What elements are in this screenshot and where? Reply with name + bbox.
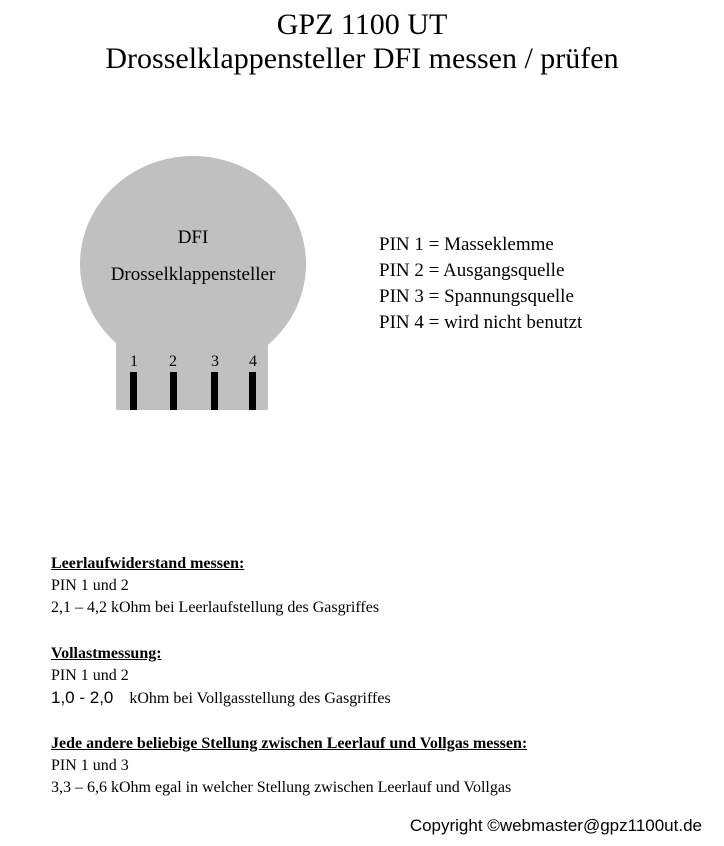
section-value-number: 1,0 - 2,0 xyxy=(51,688,114,707)
pin-3-terminal xyxy=(211,372,218,410)
section-heading: Vollastmessung: xyxy=(51,645,162,662)
pin-number-4: 4 xyxy=(249,353,257,370)
sensor-name: Drosselklappensteller xyxy=(110,264,276,285)
sensor-label: DFI xyxy=(177,227,209,248)
section-pins: PIN 1 und 3 xyxy=(51,757,129,774)
section-value: 3,3 – 6,6 kOhm egal in welcher Stellung zwischen Leerlauf und Vollgas xyxy=(51,779,512,796)
page-subtitle: Drosselklappensteller DFI messen / prüfen xyxy=(105,42,619,75)
section-value-text: kOhm bei Vollgasstellung des Gasgriffes xyxy=(129,690,391,707)
pin-legend-item: PIN 1 = Masseklemme xyxy=(379,234,554,255)
pin-number-1: 1 xyxy=(130,353,138,370)
copyright-notice: Copyright ©webmaster@gpz1100ut.de xyxy=(409,816,702,835)
pin-legend-item: PIN 3 = Spannungsquelle xyxy=(379,286,574,307)
pin-number-3: 3 xyxy=(211,353,219,370)
any-position-section xyxy=(51,733,527,799)
section-value: 2,1 – 4,2 kOhm bei Leerlaufstellung des Gasgriffes xyxy=(51,599,380,616)
pin-2-terminal xyxy=(170,372,177,410)
idle-resistance-section xyxy=(51,553,379,619)
section-heading: Jede andere beliebige Stellung zwischen Leerlauf und Vollgas messen: xyxy=(51,735,528,752)
page-title: GPZ 1100 UT xyxy=(276,8,448,41)
pin-legend xyxy=(379,232,582,336)
section-value xyxy=(51,687,391,710)
sensor-connector-block xyxy=(116,338,268,410)
pin-number-2: 2 xyxy=(169,353,177,370)
pin-legend-item: PIN 2 = Ausgangsquelle xyxy=(379,260,565,281)
full-load-section xyxy=(51,643,391,710)
pin-4-terminal xyxy=(249,372,256,410)
section-pins: PIN 1 und 2 xyxy=(51,577,129,594)
pin-1-terminal xyxy=(130,372,137,410)
section-pins: PIN 1 und 2 xyxy=(51,667,129,684)
pin-legend-item: PIN 4 = wird nicht benutzt xyxy=(379,312,583,333)
section-heading: Leerlaufwiderstand messen: xyxy=(51,555,245,572)
